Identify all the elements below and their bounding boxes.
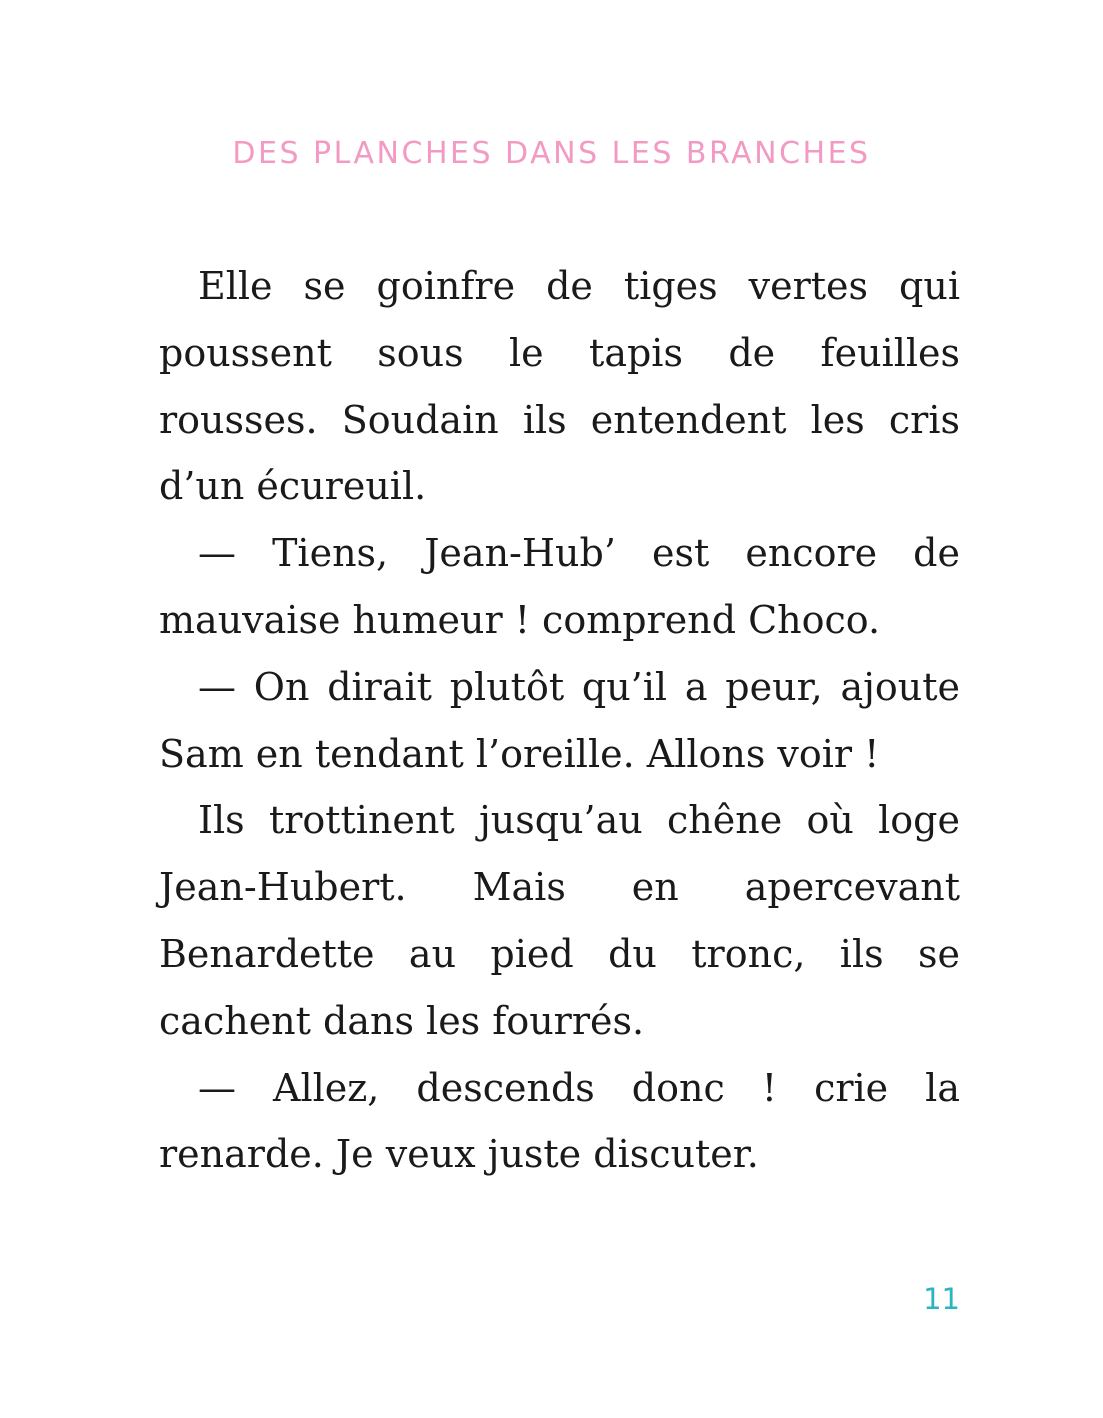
page-number: 11 bbox=[923, 1282, 960, 1316]
paragraph: — Tiens, Jean-Hub’ est encore de mauvaise humeur ! comprend Choco. bbox=[159, 531, 960, 642]
paragraph: Elle se goinfre de tiges vertes qui poussent sous le tapis de feuilles rousses. Soudain ils entendent les cris d’un écureuil. bbox=[159, 264, 960, 509]
paragraph: — On dirait plutôt qu’il a peur, ajoute Sam en tendant l’oreille. Allons voir ! bbox=[159, 664, 960, 776]
paragraph: — Allez, descends donc ! crie la renarde. Je veux juste discuter. bbox=[159, 1065, 960, 1177]
running-title: DES PLANCHES DANS LES BRANCHES bbox=[232, 136, 871, 171]
paragraph: Ils trottinent jusqu’au chêne où loge Jean-Hubert. Mais en apercevant Benardette au pied du tronc, ils se cachent dans les fourrés. bbox=[159, 798, 960, 1043]
body-text bbox=[159, 253, 960, 1188]
